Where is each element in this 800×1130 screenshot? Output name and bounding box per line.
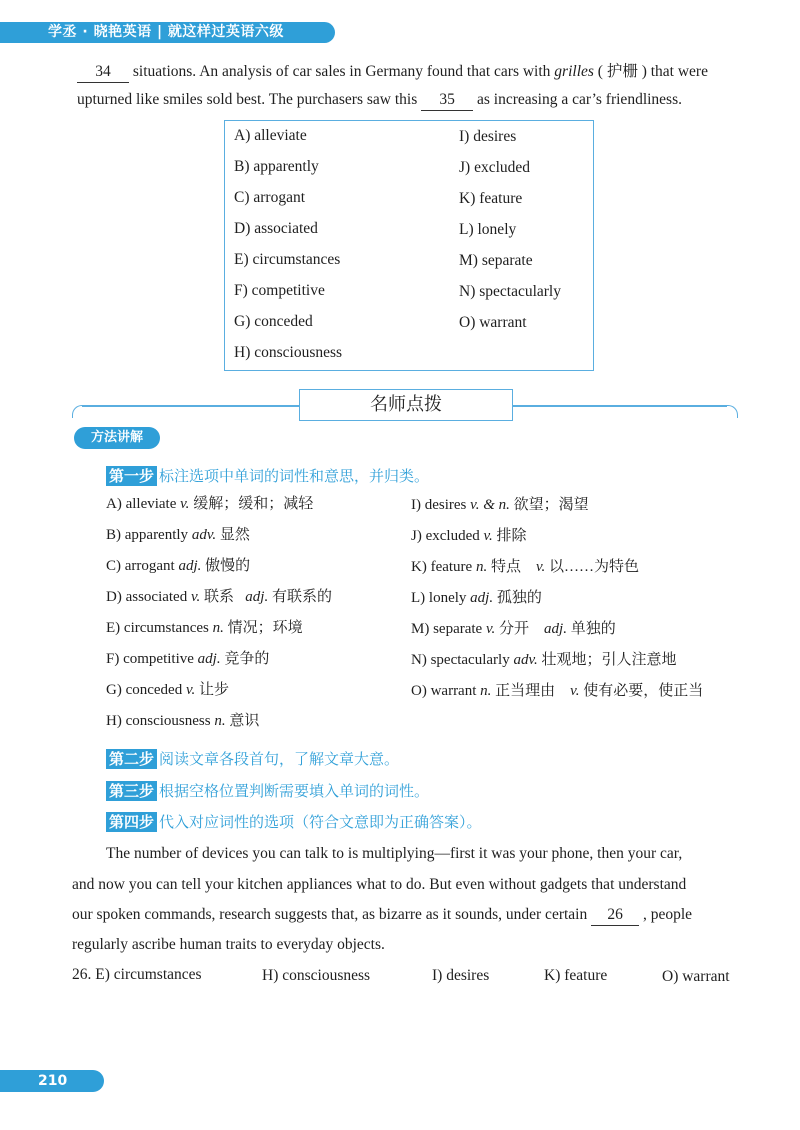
definition-pos: adv.: [513, 652, 538, 668]
definition-pos: n.: [214, 713, 226, 729]
step-text: 代入对应词性的选项（符合文意即为正确答案）。: [159, 813, 482, 831]
definition-pos: v.: [185, 682, 196, 698]
passage-italic-word: grilles: [554, 63, 594, 80]
passage-bottom-line-4: regularly ascribe human traits to everyday objects.: [72, 936, 385, 953]
definition-word: D) associated: [106, 589, 188, 605]
definition-word: B) apparently: [106, 527, 189, 543]
answer-choice: K) feature: [544, 967, 608, 984]
definition-pos: adv.: [191, 527, 217, 543]
definition-meaning: 竞争的: [224, 651, 270, 667]
step-1: [106, 465, 429, 487]
option-item: O) warrant: [459, 314, 527, 331]
definition-pos: n.: [475, 559, 488, 575]
definition-pos: adj.: [245, 589, 269, 605]
option-item: C) arrogant: [234, 189, 306, 206]
definition-meaning: 单独的: [570, 621, 616, 637]
answer-label: 26. E) circumstances: [72, 966, 202, 983]
banner-curve-left: [72, 405, 83, 418]
passage-top-line-2: [77, 90, 682, 111]
passage-bottom-line-3: [72, 905, 692, 926]
definition-pos: n.: [212, 620, 224, 636]
section-banner-title: 名师点拨: [299, 389, 513, 421]
banner-curve-right: [727, 405, 738, 418]
definition-item: [411, 681, 703, 701]
definition-pos: n.: [480, 683, 492, 699]
definition-pos: adj.: [544, 621, 567, 637]
definition-word: F) competitive: [106, 651, 194, 667]
option-item: N) spectacularly: [459, 283, 561, 300]
header-title: 学丞 · 晓艳英语 | 就这样过英语六级: [48, 24, 284, 40]
definition-word: K) feature: [411, 559, 473, 575]
definition-word: A) alleviate: [106, 496, 177, 512]
definition-item: [106, 649, 269, 669]
definition-word: N) spectacularly: [411, 652, 510, 668]
definition-meaning: 特点: [490, 559, 521, 575]
option-item: B) apparently: [234, 158, 319, 175]
option-item: A) alleviate: [234, 127, 307, 144]
definition-item: [106, 556, 250, 576]
step-text: 标注选项中单词的词性和意思，并归类。: [159, 467, 430, 485]
option-item: M) separate: [459, 252, 533, 269]
definition-word: M) separate: [411, 621, 483, 637]
passage-text: as increasing a car’s friendliness.: [476, 91, 682, 108]
definition-pos: adj.: [178, 558, 202, 574]
step-tag: 第三步: [106, 781, 157, 801]
step-3: [106, 780, 429, 802]
definition-pos: v.: [180, 496, 190, 512]
definition-item: [106, 494, 313, 514]
step-2: [106, 748, 399, 770]
passage-text: , people: [642, 906, 693, 923]
answer-choice: H) consciousness: [262, 967, 371, 984]
definition-word: I) desires: [411, 497, 467, 513]
definition-item: [411, 557, 639, 577]
passage-bottom-line-2: and now you can tell your kitchen appliances what to do. But even without gadgets that understand: [72, 876, 687, 893]
definition-word: E) circumstances: [106, 620, 209, 636]
definition-word: G) conceded: [106, 682, 183, 698]
option-item: I) desires: [459, 128, 517, 145]
passage-text: upturned like smiles sold best. The purchasers saw this: [77, 91, 418, 108]
option-item: D) associated: [234, 220, 318, 237]
definition-meaning: 显然: [219, 527, 250, 543]
definition-item: [106, 587, 332, 607]
option-item: K) feature: [459, 190, 523, 207]
definition-meaning: 缓解；缓和；减轻: [193, 496, 314, 512]
blank-35: 35: [421, 90, 473, 111]
definition-word: O) warrant: [411, 683, 477, 699]
definition-item: [411, 526, 527, 546]
definition-meaning: 壮观地；引人注意地: [541, 652, 677, 668]
page-number: 210: [0, 1070, 104, 1092]
definition-pos: v.: [485, 621, 496, 637]
definition-pos: adj.: [470, 590, 494, 606]
definition-pos: adj.: [197, 651, 221, 667]
definition-meaning: 傲慢的: [205, 558, 251, 574]
option-item: F) competitive: [234, 282, 325, 299]
definition-word: H) consciousness: [106, 713, 211, 729]
definition-meaning: 欲望；渴望: [513, 497, 589, 513]
options-box: [224, 120, 594, 371]
option-item: J) excluded: [459, 159, 531, 176]
definition-meaning: 意识: [229, 713, 260, 729]
definition-meaning: 正当理由: [495, 683, 556, 699]
blank-34: 34: [77, 62, 129, 83]
definition-item: [411, 619, 616, 639]
definition-pos: v. & n.: [470, 497, 510, 513]
blank-26: 26: [591, 905, 639, 926]
definition-meaning: 孤独的: [496, 590, 542, 606]
step-tag: 第二步: [106, 749, 157, 769]
definition-word: J) excluded: [411, 528, 480, 544]
definition-meaning: 使有必要，使正当: [583, 683, 704, 699]
definition-item: [411, 495, 589, 515]
definition-item: [106, 525, 250, 545]
definition-pos: v.: [535, 559, 546, 575]
definition-item: [106, 680, 229, 700]
option-item: E) circumstances: [234, 251, 341, 268]
definition-pos: v.: [483, 528, 493, 544]
passage-top-line-1: [77, 62, 708, 83]
step-tag: 第一步: [106, 466, 157, 486]
passage-bottom-line-1: The number of devices you can talk to is multiplying—first it was your phone, then your car,: [106, 845, 683, 862]
definition-meaning: 情况；环境: [227, 620, 303, 636]
option-item: H) consciousness: [234, 344, 343, 361]
definition-meaning: 让步: [199, 682, 230, 698]
answer-choice: O) warrant: [662, 968, 730, 985]
definition-pos: v.: [190, 589, 201, 605]
definition-word: C) arrogant: [106, 558, 175, 574]
step-tag: 第四步: [106, 812, 157, 832]
method-tag: 方法讲解: [74, 427, 160, 449]
passage-text: our spoken commands, research suggests that, as bizarre as it sounds, under certain: [72, 906, 588, 923]
step-4: [106, 811, 482, 833]
definition-pos: v.: [570, 683, 580, 699]
answer-choice: I) desires: [432, 967, 490, 984]
definition-meaning: 以……为特色: [549, 559, 640, 575]
definition-item: [106, 711, 259, 731]
definition-item: [411, 588, 542, 608]
definition-meaning: 排除: [496, 528, 527, 544]
passage-text: ( 护栅 ) that were: [597, 63, 708, 80]
option-item: L) lonely: [459, 221, 517, 238]
definition-word: L) lonely: [411, 590, 467, 606]
definition-meaning: 联系: [204, 589, 235, 605]
definition-meaning: 有联系的: [271, 589, 332, 605]
definition-meaning: 分开: [499, 621, 530, 637]
step-text: 阅读文章各段首句，了解文章大意。: [159, 750, 400, 768]
step-text: 根据空格位置判断需要填入单词的词性。: [159, 782, 430, 800]
passage-text: situations. An analysis of car sales in Germany found that cars with: [132, 63, 551, 80]
option-item: G) conceded: [234, 313, 313, 330]
definition-item: [411, 650, 677, 670]
definition-item: [106, 618, 303, 638]
